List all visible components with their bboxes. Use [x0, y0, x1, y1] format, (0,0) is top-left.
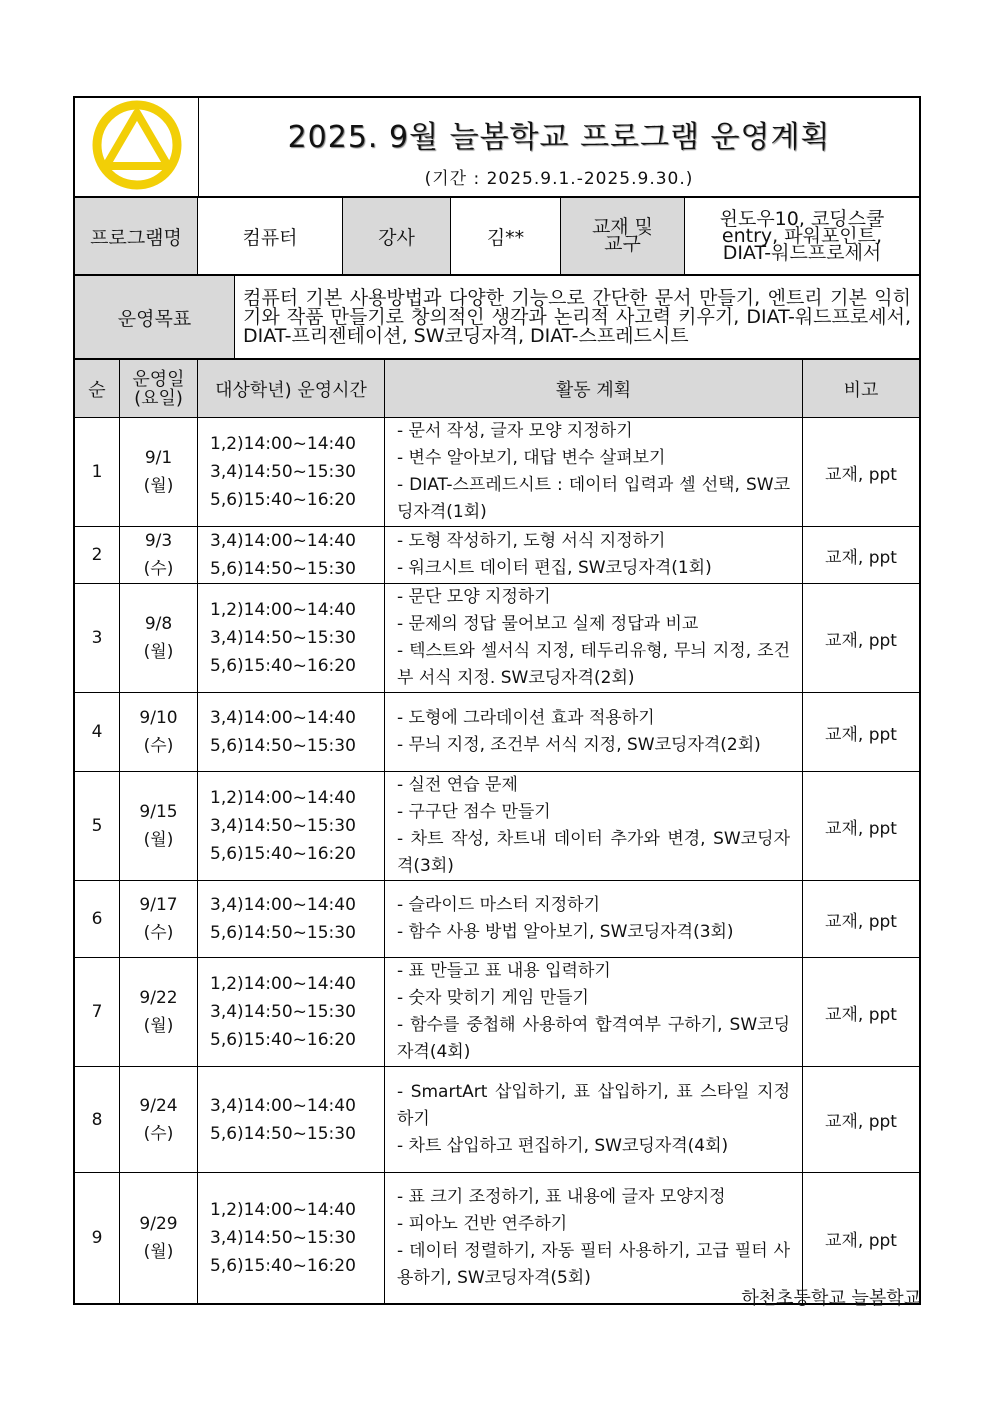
- row-activities: [385, 1067, 803, 1173]
- time-slot: 5,6)14:50~15:30: [210, 1123, 356, 1144]
- time-slot: 3,4)14:00~14:40: [210, 1095, 356, 1116]
- row-times: [198, 693, 385, 772]
- table-row: [75, 772, 920, 881]
- logo-cell: [75, 98, 199, 197]
- row-number: 6: [75, 881, 120, 958]
- time-slot: 5,6)15:40~16:20: [210, 1256, 356, 1276]
- row-number: 8: [75, 1067, 120, 1173]
- time-slot: 5,6)15:40~16:20: [210, 1030, 356, 1050]
- row-number: 9: [75, 1173, 120, 1304]
- time-slot: 3,4)14:00~14:40: [210, 708, 356, 728]
- time-slot: 5,6)14:50~15:30: [210, 559, 356, 579]
- materials-value: [685, 198, 920, 275]
- col-time: 대상학년) 운영시간: [198, 360, 385, 418]
- activity-item: - SmartArt 삽입하기, 표 삽입하기, 표 스타일 지정하기: [397, 1082, 790, 1129]
- row-date-value: 9/17: [139, 895, 178, 915]
- row-note: 교재, ppt: [803, 1173, 920, 1304]
- activity-item: - 차트 삽입하고 편집하기, SW코딩자격(4회): [397, 1136, 729, 1156]
- time-slot: 5,6)14:50~15:30: [210, 923, 356, 943]
- schedule-header-row: [75, 360, 920, 418]
- row-day-value: (수): [143, 736, 174, 756]
- row-activities: [385, 418, 803, 527]
- row-day-value: (월): [143, 642, 174, 662]
- row-times: [198, 958, 385, 1067]
- activity-item: - 워크시트 데이터 편집, SW코딩자격(1회): [397, 558, 712, 578]
- row-number: 4: [75, 693, 120, 772]
- row-number: 1: [75, 418, 120, 527]
- row-date: [120, 958, 198, 1067]
- row-date-value: 9/10: [139, 708, 178, 728]
- activity-item: - 문단 모양 지정하기: [397, 587, 551, 607]
- row-date-value: 9/22: [139, 988, 178, 1008]
- row-note: 교재, ppt: [803, 958, 920, 1067]
- row-times: [198, 1173, 385, 1304]
- row-day-value: (월): [143, 476, 174, 496]
- row-note: 교재, ppt: [803, 584, 920, 693]
- activity-item: - 함수를 중첩해 사용하여 합격여부 구하기, SW코딩자격(4회): [397, 1015, 790, 1062]
- goal-cell: [235, 276, 920, 359]
- row-number: 3: [75, 584, 120, 693]
- row-times: [198, 527, 385, 584]
- schedule-body: [75, 418, 920, 1304]
- row-date: [120, 527, 198, 584]
- row-times: [198, 584, 385, 693]
- time-slot: 1,2)14:00~14:40: [210, 974, 356, 994]
- activity-item: - 표 만들고 표 내용 입력하기: [397, 961, 611, 981]
- activity-item: - 숫자 맞히기 게임 만들기: [397, 988, 589, 1008]
- col-no: 순: [75, 360, 120, 418]
- activity-item: - 무늬 지정, 조건부 서식 지정, SW코딩자격(2회): [397, 735, 761, 755]
- row-day-value: (수): [143, 1123, 174, 1144]
- time-slot: 5,6)15:40~16:20: [210, 490, 356, 510]
- col-note: 비고: [803, 360, 920, 418]
- time-slot: 5,6)15:40~16:20: [210, 656, 356, 676]
- header-table: [74, 97, 920, 197]
- time-slot: 3,4)14:50~15:30: [210, 628, 356, 648]
- col-date: [120, 360, 198, 418]
- time-slot: 1,2)14:00~14:40: [210, 1200, 356, 1220]
- program-value: 컴퓨터: [198, 198, 343, 275]
- row-date: [120, 418, 198, 527]
- activity-item: - 도형 작성하기, 도형 서식 지정하기: [397, 531, 666, 551]
- goal-text: 컴퓨터 기본 사용방법과 다양한 기능으로 간단한 문서 만들기, 엔트리 기본 익히기와 작품 만들기로 창의적인 생각과 논리적 사고력 키우기, DIAT-워드프로세서, DIAT-프리젠테이션, SW코딩자격, DIAT-스프레드시트: [243, 286, 911, 347]
- row-day-value: (월): [143, 1016, 174, 1036]
- activity-item: - 도형에 그라데이션 효과 적용하기: [397, 708, 655, 728]
- time-slot: 3,4)14:00~14:40: [210, 531, 356, 551]
- row-date: [120, 1173, 198, 1304]
- activity-item: - 텍스트와 셀서식 지정, 테두리유형, 무늬 지정, 조건부 서식 지정. SW코딩자격(2회): [397, 641, 790, 688]
- row-day-value: (월): [143, 830, 174, 850]
- row-date-value: 9/8: [144, 614, 173, 634]
- row-note: 교재, ppt: [803, 1067, 920, 1173]
- table-row: [75, 584, 920, 693]
- row-note: 교재, ppt: [803, 881, 920, 958]
- activity-item: - 문제의 정답 물어보고 실제 정답과 비교: [397, 614, 699, 634]
- time-slot: 3,4)14:50~15:30: [210, 462, 356, 482]
- activity-item: - 피아노 건반 연주하기: [397, 1214, 568, 1234]
- time-slot: 3,4)14:50~15:30: [210, 816, 356, 836]
- period-text: (기간 : 2025.9.1.-2025.9.30.): [424, 168, 694, 189]
- materials-label-line: 교구: [604, 233, 641, 255]
- time-slot: 3,4)14:50~15:30: [210, 1002, 356, 1022]
- row-times: [198, 772, 385, 881]
- table-row: [75, 881, 920, 958]
- row-date-value: 9/24: [139, 1095, 178, 1116]
- row-times: [198, 881, 385, 958]
- row-day-value: (수): [143, 923, 174, 943]
- plan-document: [73, 96, 921, 1305]
- time-slot: 1,2)14:00~14:40: [210, 600, 356, 620]
- goal-table: [74, 275, 920, 359]
- time-slot: 3,4)14:00~14:40: [210, 895, 356, 915]
- row-number: 5: [75, 772, 120, 881]
- col-date-line: (요일): [134, 387, 183, 409]
- materials-label-line: 교재 및: [591, 216, 654, 238]
- materials-value-line: entry, 파워포인트,: [721, 224, 883, 247]
- materials-value-line: 윈도우10, 코딩스쿨: [719, 207, 885, 230]
- row-activities: [385, 958, 803, 1067]
- activity-item: - 표 크기 조정하기, 표 내용에 글자 모양지정: [397, 1187, 726, 1207]
- footer-school: 하천초등학교 늘봄학교: [741, 1288, 921, 1309]
- row-number: 7: [75, 958, 120, 1067]
- materials-value-line: DIAT-워드프로세서: [722, 241, 882, 264]
- schedule-table: [74, 359, 920, 1304]
- table-row: [75, 527, 920, 584]
- program-label: 프로그램명: [75, 198, 198, 275]
- activity-item: - 구구단 점수 만들기: [397, 802, 551, 822]
- table-row: [75, 418, 920, 527]
- activity-item: - 슬라이드 마스터 지정하기: [397, 895, 600, 915]
- row-note: 교재, ppt: [803, 772, 920, 881]
- activity-item: - 변수 알아보기, 대답 변수 살펴보기: [397, 448, 666, 468]
- activity-item: - 데이터 정렬하기, 자동 필터 사용하기, 고급 필터 사용하기, SW코딩자격(5회): [397, 1241, 790, 1288]
- col-activity: 활동 계획: [385, 360, 803, 418]
- time-slot: 5,6)15:40~16:20: [210, 844, 356, 864]
- time-slot: 5,6)14:50~15:30: [210, 736, 356, 756]
- school-logo-icon: [92, 100, 182, 190]
- row-date: [120, 881, 198, 958]
- activity-item: - 차트 작성, 차트내 데이터 추가와 변경, SW코딩자격(3회): [397, 829, 790, 876]
- row-date: [120, 584, 198, 693]
- row-activities: [385, 1173, 803, 1304]
- activity-item: - 문서 작성, 글자 모양 지정하기: [397, 421, 633, 441]
- row-date-value: 9/1: [144, 448, 173, 468]
- teacher-label: 강사: [343, 198, 451, 275]
- row-note: 교재, ppt: [803, 527, 920, 584]
- title-cell: [199, 98, 920, 197]
- row-date-value: 9/15: [139, 802, 178, 822]
- row-times: [198, 418, 385, 527]
- row-date: [120, 772, 198, 881]
- table-row: [75, 693, 920, 772]
- activity-item: - DIAT-스프레드시트 : 데이터 입력과 셀 선택, SW코딩자격(1회): [397, 475, 790, 522]
- row-date-value: 9/3: [144, 531, 173, 551]
- row-activities: [385, 584, 803, 693]
- row-activities: [385, 527, 803, 584]
- row-activities: [385, 881, 803, 958]
- row-day-value: (월): [143, 1242, 174, 1262]
- row-activities: [385, 693, 803, 772]
- row-times: [198, 1067, 385, 1173]
- goal-label: 운영목표: [75, 276, 235, 359]
- table-row: [75, 1067, 920, 1173]
- table-row: [75, 958, 920, 1067]
- teacher-value: 김**: [451, 198, 561, 275]
- row-number: 2: [75, 527, 120, 584]
- row-date: [120, 693, 198, 772]
- time-slot: 1,2)14:00~14:40: [210, 788, 356, 808]
- row-date: [120, 1067, 198, 1173]
- row-date-value: 9/29: [139, 1214, 178, 1234]
- info-table: [74, 197, 920, 275]
- row-note: 교재, ppt: [803, 418, 920, 527]
- time-slot: 3,4)14:50~15:30: [210, 1228, 356, 1248]
- row-day-value: (수): [143, 559, 174, 579]
- row-activities: [385, 772, 803, 881]
- time-slot: 1,2)14:00~14:40: [210, 434, 356, 454]
- page-title: 2025. 9월 늘봄학교 프로그램 운영계획: [287, 119, 831, 155]
- col-date-line: 운영일: [132, 368, 185, 390]
- materials-label: [561, 198, 685, 275]
- activity-item: - 함수 사용 방법 알아보기, SW코딩자격(3회): [397, 922, 734, 942]
- row-note: 교재, ppt: [803, 693, 920, 772]
- activity-item: - 실전 연습 문제: [397, 775, 518, 795]
